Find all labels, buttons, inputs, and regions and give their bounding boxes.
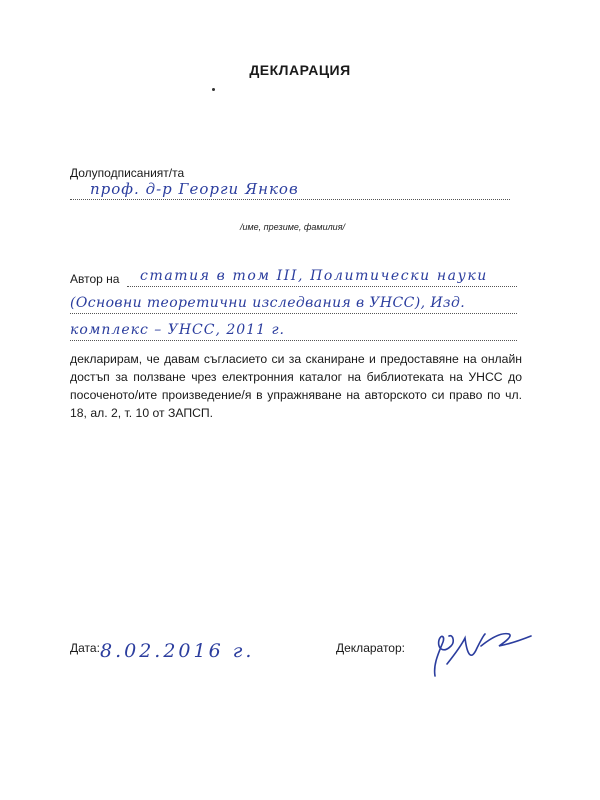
- handwritten-work-line-1: статия в том III, Политически науки: [140, 268, 488, 284]
- author-label: Автор на: [70, 272, 120, 286]
- author-dotted-line-1: [127, 286, 517, 287]
- name-caption: /име, презиме, фамилия/: [240, 222, 345, 232]
- scan-speck: [212, 88, 215, 91]
- date-label: Дата:: [70, 641, 100, 655]
- document-title: ДЕКЛАРАЦИЯ: [249, 62, 351, 78]
- author-dotted-line-2: [70, 313, 517, 314]
- signatory-dotted-line: [70, 199, 510, 200]
- handwritten-date: 8.02.2016 г.: [100, 640, 255, 662]
- handwritten-work-line-3: комплекс – УНСС, 2011 г.: [70, 322, 285, 338]
- handwritten-name: проф. д-р Георги Янков: [90, 180, 299, 198]
- author-dotted-line-3: [70, 340, 517, 341]
- declarant-label: Декларатор:: [336, 641, 405, 655]
- declaration-paragraph: декларирам, че давам съгласието си за сканиране и предоставяне на онлайн достъп за ползване чрез електронния каталог на библиотеката на УНСС до посоченото/ите произведение/я в упражняване на авторското си право по чл. 18, ал. 2, т. 10 от ЗАПСП.: [70, 352, 522, 420]
- handwritten-signature: [425, 624, 545, 684]
- signatory-label: Долуподписаният/та: [70, 166, 185, 180]
- handwritten-work-line-2: (Основни теоретични изследвания в УНСС), Изд.: [70, 295, 466, 311]
